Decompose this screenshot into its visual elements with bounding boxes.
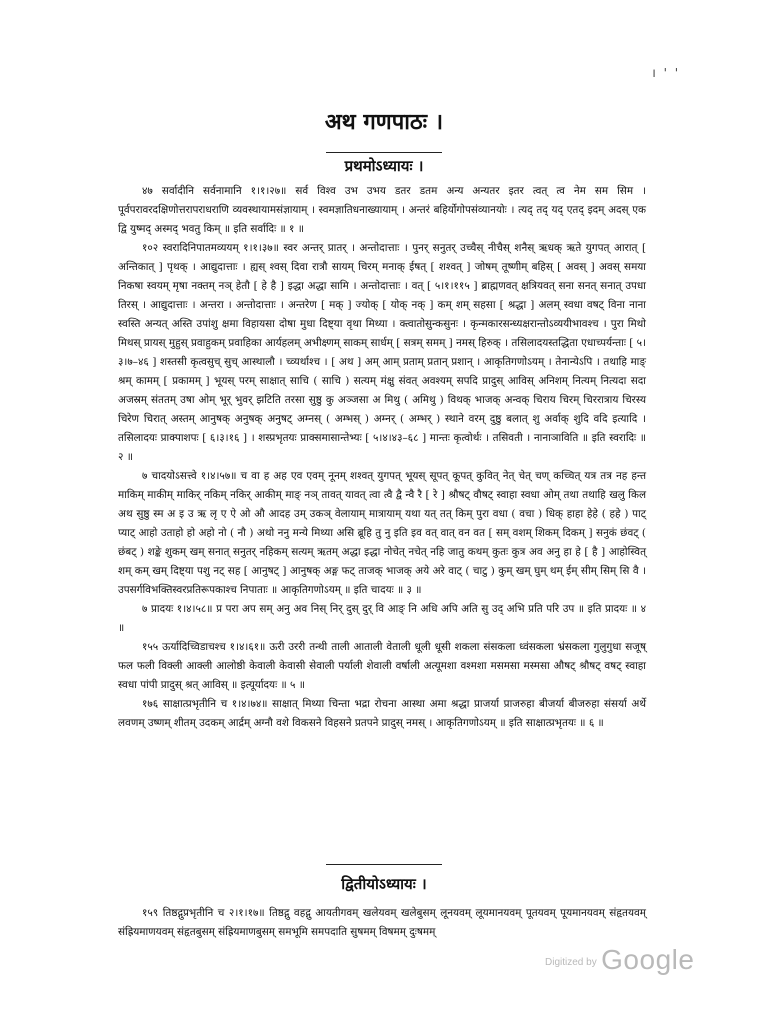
- google-logo: Google: [601, 944, 695, 975]
- page-corner-mark: । ' ': [651, 66, 680, 80]
- sutra-paragraph: ७ चादयोऽसत्त्वे १।४।५७॥ च वा ह अह एव एवम् नूनम् शश्वत् युगपत् भूयस् सूपत् कूपत् कुवित् नेत् चेत् चण् कच्चित् यत्र तत्र नह हन्त माकिम् माकीम् माकिर् नकिम् नकिर् आकीम् माङ् नञ् तावत् यावत् त्वा त्वै द्वै न्वै रै [ रे ] श्रौषट् वौषट् स्वाहा स्वधा ओम् तथा तथाहि खलु किल अथ सुष्ठु स्म अ इ उ ऋ लृ ए ऐ ओ औ आदह उम् उकञ् वेलायाम् मात्रायाम् यथा यत् तत् किम् पुरा वधा ( वचा ) धिक् हाहा हेहे ( हहे ) पाट् प्याट् आहो उताहो हो अहो नो ( नौ ) अथो ननु मन्ये मिथ्या असि ब्रूहि तु नु इति इव वत् वात् वन वत [ सम् वशम् शिकम् दिकम् ] सनुकं छंवट् ( छंबट् ) शङ्के शुकम् खम् सनात् सनुतर् नहिकम् सत्यम् ऋतम् अद्धा इद्धा नोचेत् नचेत् नहि जातु कथम् कुतः कुत्र अव अनु हा हे [ है ] आहोस्वित् शम् कम् खम् दिष्ट्या पशु नट् सह [ आनुषट् ] आनुषक् अङ्ग फट् ताजक् भाजक् अये अरे वाट् ( चाटु ) कुम् खम् घुम् थम् ईम् सीम् सिम् सि वै । उपसर्गविभक्तिस्वरप्रतिरूपकाश्च निपाताः ॥ आकृतिगणोऽयम् ॥ इति चादयः ॥ ३ ॥: [118, 470, 646, 596]
- sutra-paragraph: ४७ सर्वादीनि सर्वनामानि १।१।२७॥ सर्व विश्व उभ उभय डतर डतम अन्य अन्यतर इतर त्वत् त्व नेम सम सिम । पूर्वपरावरदक्षिणोत्तरापराधराणि व्यवस्थायामसंज्ञायाम् । स्वमज्ञातिधनाख्यायाम् । अन्तरं बहिर्योगोपसंव्यानयोः । त्यद् तद् यद् एतद् इदम् अदस् एक द्वि युष्मद् अस्मद् भवतु किम् ॥ इति सर्वादिः ॥ १ ॥: [118, 185, 646, 235]
- chapter-divider: [326, 864, 442, 865]
- chapter-2-body: [118, 904, 646, 942]
- sutra-paragraph: १५९ तिष्ठद्गुप्रभृतीनि च २।१।१७॥ तिष्ठद्गु वहद्गु आयतीगवम् खलेयवम् खलेबुसम् लूनयवम् लूयमानयवम् पूतयवम् पूयमानयवम् संहृतयवम् संह्रियमाणयवम् संहृतबुसम् संह्रियमाणबुसम् समभूमि समपदाति सुषमम् विषमम् दुःषमम्: [118, 907, 646, 938]
- sutra-paragraph: ७ प्रादयः १।४।५८॥ प्र परा अप सम् अनु अव निस् निर् दुस् दुर् वि आङ् नि अधि अपि अति सु उद् अभि प्रति परि उप ॥ इति प्रादयः ॥ ४ ॥: [118, 603, 646, 634]
- sutra-paragraph: १५५ ऊर्यादिच्विडाचश्च १।४।६१॥ ऊरी उररी तन्थी ताली आताली वेताली धूली धूसी शकला संसकला ध्वंसकला भ्रंसकला गुलुगुधा सजूष् फल फली विक्ली आक्ली आलोष्ठी केवाली केवासी सेवाली पर्याली शेवाली वर्षाली अत्यूमशा वश्मशा मसमसा मस्मसा औषट् श्रौषट् वषट् स्वाहा स्वधा पांपी प्रादुस् श्रत् आविस् ॥ इत्यूर्यादयः ॥ ५ ॥: [118, 641, 646, 691]
- chapter-1-body: [118, 182, 646, 733]
- chapter-1-heading: प्रथमोऽध्यायः ।: [344, 157, 424, 175]
- page-title: अथ गणपाठः ।: [324, 109, 444, 135]
- sutra-paragraph: १०२ स्वरादिनिपातमव्ययम् १।१।३७॥ स्वर अन्तर् प्रातर् । अन्तोदात्ताः । पुनर् सनुतर् उच्चैस् नीचैस् शनैस् ऋधक् ऋते युगपत् आरात् [ अन्तिकात् ] पृथक् । आद्युदात्ताः । ह्यस् श्वस् दिवा रात्रौ सायम् चिरम् मनाक् ईषत् [ शश्वत् ] जोषम् तूष्णीम् बहिस् [ अवस् ] अवस् समया निकषा स्वयम् मृषा नक्तम् नञ् हेतौ [ हे है ] इद्धा अद्धा सामि । अन्तोदात्ताः । वत् [ ५।१।११५ ] ब्राह्मणवत् क्षत्रियवत् सना सनत् सनात् उपधा तिरस् । आद्युदात्ताः । अन्तरा । अन्तोदात्ताः । अन्तरेण [ मक् ] ज्योक् [ योक् नक् ] कम् शम् सहसा [ श्रद्धा ] अलम् स्वधा वषट् विना नाना स्वस्ति अन्यत् अस्ति उपांशु क्षमा विहायसा दोषा मुधा दिष्ट्या वृथा मिथ्या । क्त्वातोसुन्कसुनः । कृन्मकारसन्ध्यक्षरान्तोऽव्ययीभावश्च । पुरा मिथो मिथस् प्रायस् मुहुस् प्रवाहुकम् प्रवाहिका आर्यहलम् अभीक्ष्णम् साकम् सार्धम् [ सत्रम् समम् ] नमस् हिरुक् । तसिलादयस्तद्धिता एधाच्पर्यन्ताः [ ५।३।७–४६ ] शस्तसी कृत्वसुच् सुच् आस्थालौ । च्व्यर्थाश्च । [ अथ ] अम् आम् प्रताम् प्रतान् प्रशान् । आकृतिगणोऽयम् । तेनान्येऽपि । तथाहि माङ् श्रम् कामम् [ प्रकामम् ] भूयस् परम् साक्षात् साचि ( साचि ) सत्यम् मंक्षु संवत् अवश्यम् सपदि प्रादुस् आविस् अनिशम् नित्यम् नित्यदा सदा अजस्रम् संततम् उषा ओम् भूर् भुवर् झटिति तरसा सुष्ठु कु अञ्जसा अ मिथु ( अमिथु ) विथक् भाजक् अन्वक् चिराय चिरम् चिररात्राय चिरस्य चिरेण चिरात् अस्तम् आनुषक् अनुषक् अनुषट् अम्नस् ( अम्भस् ) अम्नर् ( अम्भर् ) स्थाने वरम् दुष्ठु बलात् शु अर्वाक् शुदि वदि इत्यादि । तसिलादयः प्राक्पाशपः [ ६।३।१६ ] । शस्प्रभृतयः प्राक्समासान्तेभ्यः [ ५।४।४३–६८ ] मान्तः कृत्वोर्थः । तसिवती । नानाञाविति ॥ इति स्वरादिः ॥ २ ॥: [118, 242, 646, 463]
- digitized-watermark: [545, 944, 694, 976]
- title-divider: [326, 152, 442, 153]
- chapter-2-heading: द्वितीयोऽध्यायः ।: [341, 875, 427, 893]
- sutra-paragraph: १७६ साक्षात्प्रभृतीनि च १।४।७४॥ साक्षात् मिथ्या चिन्ता भद्रा रोचना आस्था अमा श्रद्धा प्राजर्या प्राजरुहा बीजर्या बीजरुहा संसर्या अर्थे लवणम् उष्णम् शीतम् उदकम् आर्द्रम् अग्नौ वशे विकसने विहसने प्रतपने प्रादुस् नमस् । आकृतिगणोऽयम् ॥ इति साक्षात्प्रभृतयः ॥ ६ ॥: [118, 698, 646, 729]
- watermark-prefix: Digitized by: [545, 957, 597, 968]
